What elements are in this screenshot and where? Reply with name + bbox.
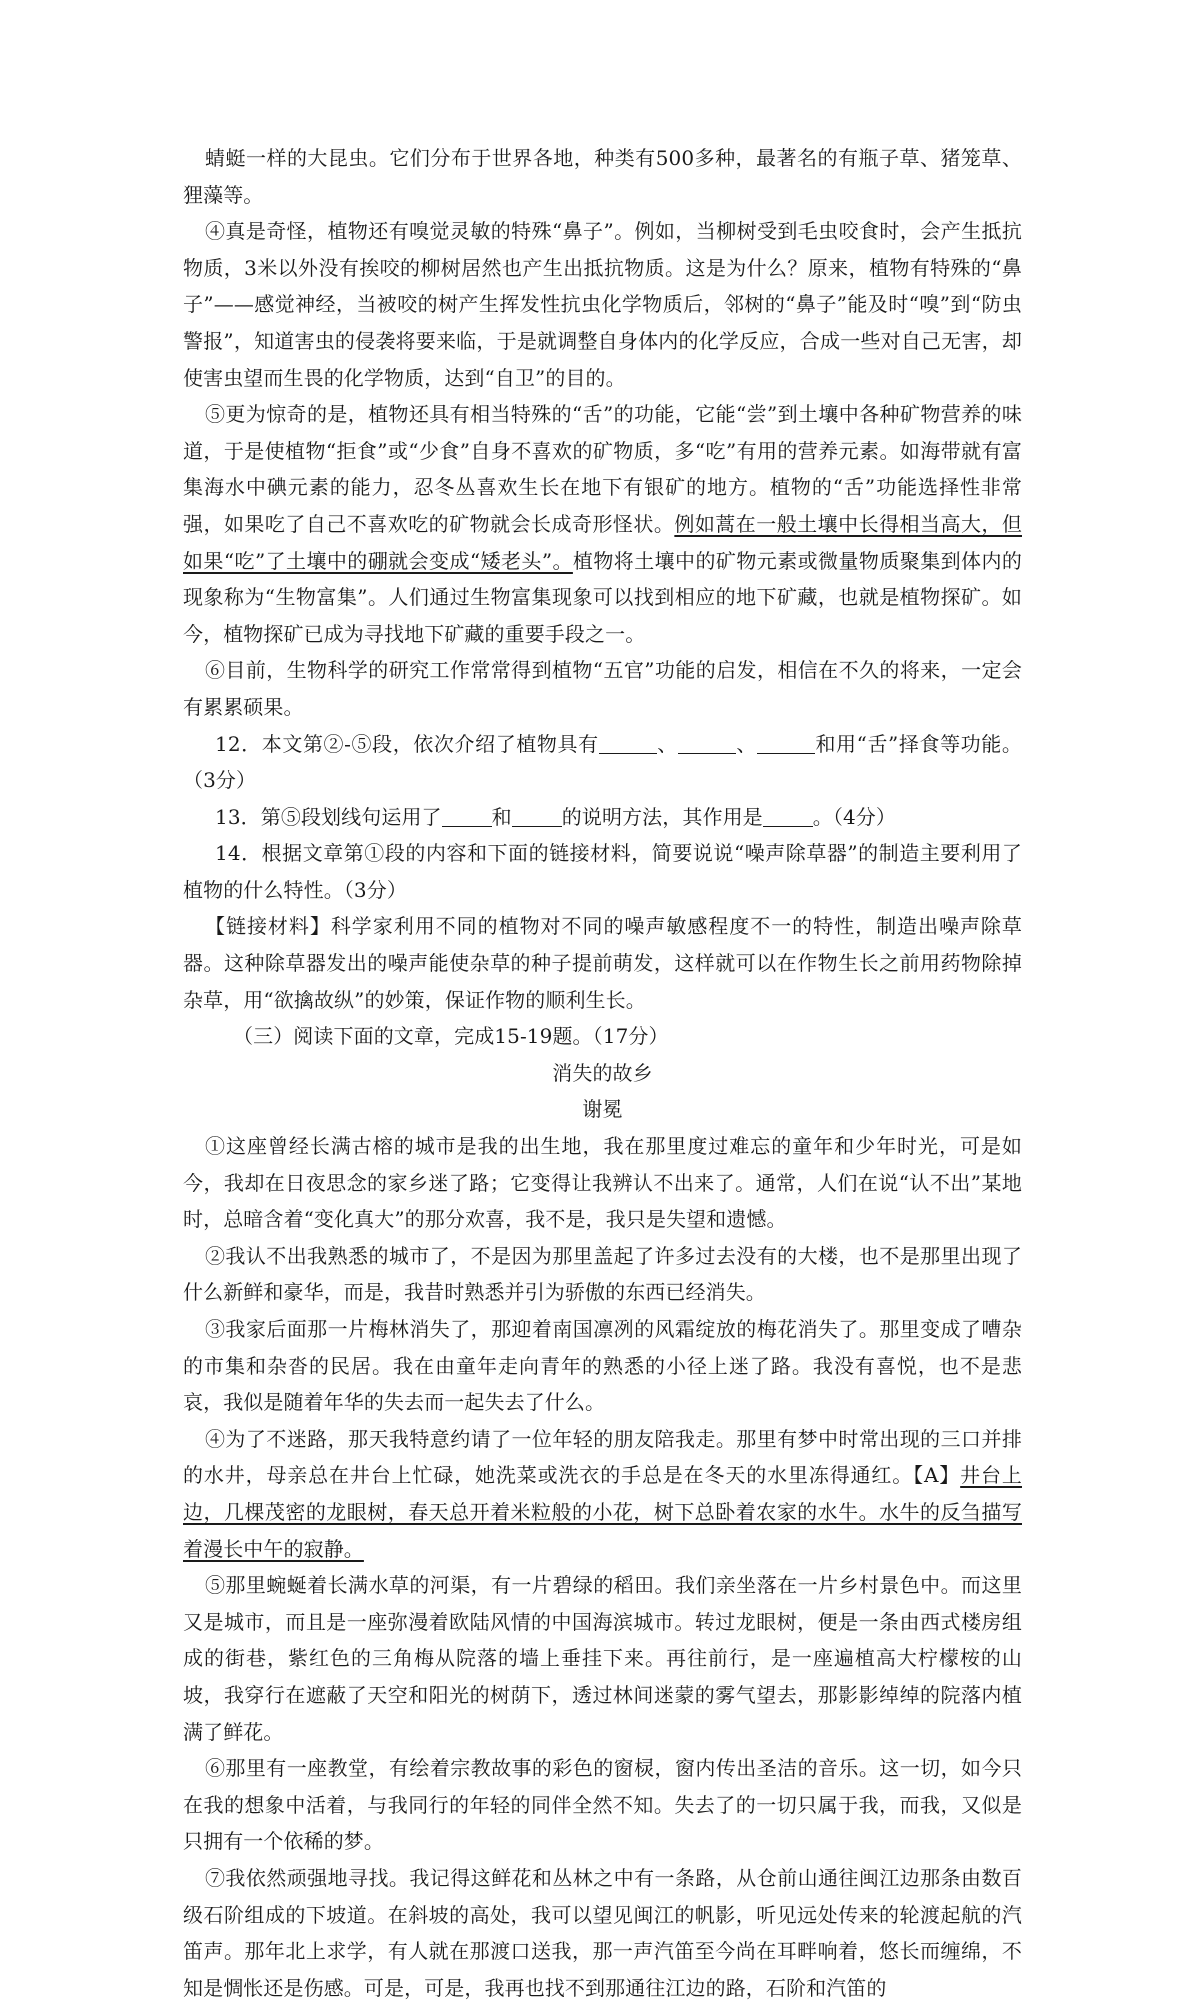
article-paragraph-3: ③我家后面那一片梅林消失了，那迎着南国凛冽的风霜绽放的梅花消失了。那里变成了嘈杂的市集和杂沓的民居。我在由童年走向青年的熟悉的小径上迷了路。我没有喜悦，也不是悲哀，我似是随着年华的失去而一起失去了什么。: [183, 1317, 1022, 1415]
article-paragraph-2: ②我认不出我熟悉的城市了，不是因为那里盖起了许多过去没有的大楼，也不是那里出现了什么新鲜和豪华，而是，我昔时熟悉并引为骄傲的东西已经消失。: [183, 1243, 1022, 1305]
article-paragraph-1: ①这座曾经长满古榕的城市是我的出生地，我在那里度过难忘的童年和少年时光，可是如今，我却在日夜思念的家乡迷了路；它变得让我辨认不出来了。通常，人们在说“认不出”某地时，总暗含着“变化真大”的那分欢喜，我不是，我只是失望和遗憾。: [183, 1134, 1022, 1232]
answer-blank[interactable]: [757, 733, 815, 754]
paragraph-intro-continued: 蜻蜓一样的大昆虫。它们分布于世界各地，种类有500多种，最著名的有瓶子草、猪笼草、狸藻等。: [183, 146, 1022, 207]
paragraph-5: [183, 396, 1022, 652]
question-text: 13．第⑤段划线句运用了: [215, 804, 442, 829]
question-13: [183, 799, 1022, 836]
underlined-passage-a: 井台上边，几棵茂密的龙眼树，春天总开着米粒般的小花，树下总卧着农家的水牛。水牛的反刍描写着漫长中午的寂静。: [183, 1463, 1022, 1561]
section-heading: （三）阅读下面的文章，完成15-19题。（17分）: [233, 1024, 669, 1049]
question-12: [183, 726, 1022, 799]
separator: 、: [735, 731, 757, 756]
question-text: 和用“舌”择食等功能。（3分）: [183, 731, 1022, 793]
answer-blank[interactable]: [442, 806, 492, 827]
paragraph-5-text-end: 植物将土壤中的矿物元素或微量物质聚集到体内的现象称为“生物富集”。人们通过生物富集现象可以找到相应的地下矿藏，也就是植物探矿。如今，植物探矿已成为寻找地下矿藏的重要手段之一。: [183, 548, 1023, 646]
question-text: 的说明方法，其作用是: [561, 804, 763, 829]
underlined-sentence: 例如蒿在一般土壤中长得相当高大，但如果“吃”了土壤中的硼就会变成“矮老头”。: [183, 511, 1022, 573]
paragraph-text: ④为了不迷路，那天我特意约请了一位年轻的朋友陪我走。那里有梦中时常出现的三口并排的水井，母亲总在井台上忙碌，她洗菜或洗衣的手总是在冬天的水里冻得通红。【A】: [183, 1426, 1022, 1488]
question-text: 。（4分）: [812, 804, 896, 829]
paragraph-4: ④真是奇怪，植物还有嗅觉灵敏的特殊“鼻子”。例如，当柳树受到毛虫咬食时，会产生抵抗物质，3米以外没有挨咬的柳树居然也产生出抵抗物质。这是为什么？原来，植物有特殊的“鼻子”——感觉神经，当被咬的树产生挥发性抗虫化学物质后，邻树的“鼻子”能及时“嗅”到“防虫警报”，知道害虫的侵袭将要来临，于是就调整自身体内的化学反应，合成一些对自己无害，却使害虫望而生畏的化学物质，达到“自卫”的目的。: [183, 219, 1022, 390]
answer-blank[interactable]: [599, 733, 657, 754]
paragraph-6: ⑥目前，生物科学的研究工作常常得到植物“五官”功能的启发，相信在不久的将来，一定会有累累硕果。: [183, 658, 1022, 719]
article-paragraph-6: ⑥那里有一座教堂，有绘着宗教故事的彩色的窗棂，窗内传出圣洁的音乐。这一切，如今只在我的想象中活着，与我同行的年轻的同伴全然不知。失去了的一切只属于我，而我，又似是只拥有一个依稀的梦。: [183, 1756, 1022, 1854]
article-title: 消失的故乡: [552, 1060, 653, 1085]
article-author: 谢冕: [582, 1097, 623, 1122]
article-paragraph-4: [183, 1421, 1022, 1567]
article-paragraph-7: ⑦我依然顽强地寻找。我记得这鲜花和丛林之中有一条路，从仓前山通往闽江边那条由数百级石阶组成的下坡道。在斜坡的高处，我可以望见闽江的帆影，听见远处传来的轮渡起航的汽笛声。那年北上求学，有人就在那渡口送我，那一声汽笛至今尚在耳畔响着，悠长而缠绵，不知是惆怅还是伤感。可是，可是，我再也找不到那通往江边的路，石阶和汽笛的: [183, 1865, 1022, 2000]
question-text: 和: [491, 804, 512, 829]
question-14: 14．根据文章第①段的内容和下面的链接材料，简要说说“噪声除草器”的制造主要利用了植物的什么特性。（3分）: [183, 841, 1022, 902]
answer-blank[interactable]: [512, 806, 562, 827]
link-material: 【链接材料】科学家利用不同的植物对不同的噪声敏感程度不一的特性，制造出噪声除草器。这种除草器发出的噪声能使杂草的种子提前萌发，这样就可以在作物生长之前用药物除掉杂草，用“欲擒故纵”的妙策，保证作物的顺利生长。: [183, 914, 1022, 1012]
paragraph-5-text: ⑤更为惊奇的是，植物还具有相当特殊的“舌”的功能，它能“尝”到土壤中各种矿物营养的味道，于是使植物“拒食”或“少食”自身不喜欢的矿物质，多“吃”有用的营养元素。如海带就有富集海水中碘元素的能力，忍冬丛喜欢生长在地下有银矿的地方。植物的“舌”功能选择性非常强，如果吃了自己不喜欢吃的矿物就会长成奇形怪状。: [183, 402, 1022, 536]
question-text: 12．本文第②-⑤段，依次介绍了植物具有: [215, 731, 599, 756]
article-paragraph-5: ⑤那里蜿蜒着长满水草的河渠，有一片碧绿的稻田。我们亲坐落在一片乡村景色中。而这里又是城市，而且是一座弥漫着欧陆风情的中国海滨城市。转过龙眼树，便是一条由西式楼房组成的街巷，紫红色的三角梅从院落的墙上垂挂下来。再往前行，是一座遍植高大柠檬桉的山坡，我穿行在遮蔽了天空和阳光的树荫下，透过林间迷蒙的雾气望去，那影影绰绰的院落内植满了鲜花。: [183, 1573, 1022, 1744]
separator: 、: [656, 731, 678, 756]
answer-blank[interactable]: [678, 733, 736, 754]
answer-blank[interactable]: [763, 806, 813, 827]
